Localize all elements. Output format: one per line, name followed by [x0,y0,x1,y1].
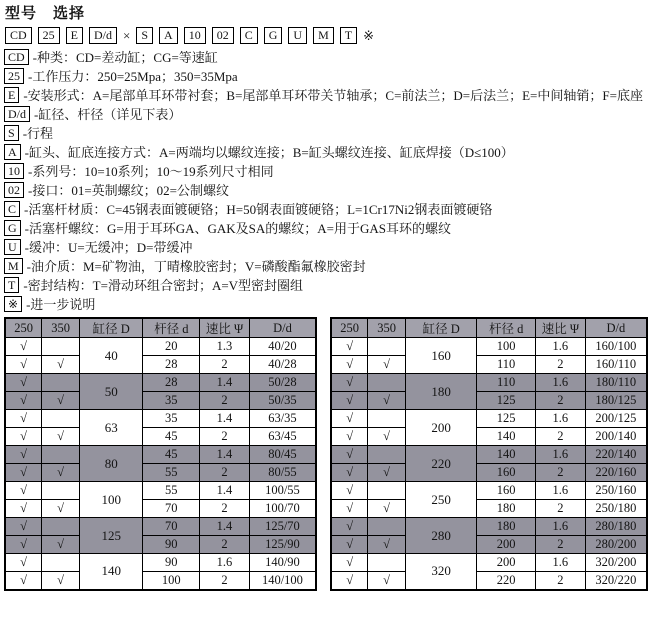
model-code-segment: G [264,27,283,44]
column-header: 杆径 d [143,318,200,338]
bore-cell: 40 [79,338,143,374]
table-row [331,356,647,374]
pressure-350-cell [368,374,406,392]
legend-description: -行程 [22,126,54,141]
bore-rod-cell: 220/140 [585,446,647,464]
legend-line [4,124,648,143]
bore-cell: 80 [79,446,143,482]
spec-table-right [330,317,648,591]
pressure-250-cell: √ [5,410,42,428]
pressure-250-cell: √ [5,536,42,554]
table-row [5,554,316,572]
pressure-250-cell: √ [5,356,42,374]
speed-ratio-cell: 2 [200,536,250,554]
pressure-350-cell [42,518,80,536]
model-code-segment: T [340,27,357,44]
pressure-250-cell: √ [331,392,368,410]
pressure-250-cell: √ [5,374,42,392]
speed-ratio-cell: 2 [535,500,585,518]
legend-code-box: U [4,239,21,255]
model-code-segment: U [288,27,307,44]
bore-rod-cell: 320/220 [585,572,647,590]
pressure-250-cell: √ [331,464,368,482]
speed-ratio-cell: 1.6 [535,554,585,572]
legend-line [4,105,648,124]
bore-rod-cell: 140/90 [249,554,316,572]
legend-line [4,162,648,181]
table-row [331,500,647,518]
rod-diameter-cell: 160 [477,464,536,482]
speed-ratio-cell: 2 [535,464,585,482]
pressure-350-cell [368,338,406,356]
bore-rod-cell: 63/45 [249,428,316,446]
table-row [331,464,647,482]
bore-cell: 63 [79,410,143,446]
speed-ratio-cell: 2 [200,356,250,374]
bore-rod-cell: 200/140 [585,428,647,446]
table-row [331,482,647,500]
pressure-350-cell [368,410,406,428]
rod-diameter-cell: 55 [143,482,200,500]
pressure-350-cell [42,554,80,572]
pressure-250-cell: √ [331,482,368,500]
bore-rod-cell: 80/55 [249,464,316,482]
table-row [5,374,316,392]
model-code-segment: E [66,27,83,44]
pressure-350-cell: √ [42,464,80,482]
speed-ratio-cell: 1.4 [200,518,250,536]
speed-ratio-cell: 2 [535,356,585,374]
legend-code-box: S [4,125,19,141]
bore-rod-cell: 80/45 [249,446,316,464]
table-row [331,338,647,356]
table-row [5,392,316,410]
pressure-350-cell [42,446,80,464]
table-row [331,518,647,536]
rod-diameter-cell: 200 [477,554,536,572]
bore-rod-cell: 200/125 [585,410,647,428]
rod-diameter-cell: 200 [477,536,536,554]
speed-ratio-cell: 2 [535,536,585,554]
legend-description: -缸径、杆径（详见下表） [34,107,182,122]
header-row [331,318,647,338]
column-header: 速比 Ψ [200,318,250,338]
bore-rod-cell: 320/200 [585,554,647,572]
pressure-250-cell: √ [331,572,368,590]
model-code-row [5,27,648,44]
bore-rod-cell: 125/70 [249,518,316,536]
speed-ratio-cell: 1.4 [200,410,250,428]
legend-code-box: 25 [4,68,24,84]
legend-description: -缓冲：U=无缓冲；D=带缓冲 [24,240,193,255]
legend-code-box: CD [4,49,29,65]
rod-diameter-cell: 70 [143,500,200,518]
bore-rod-cell: 160/100 [585,338,647,356]
table-row [5,500,316,518]
bore-rod-cell: 280/200 [585,536,647,554]
column-header: D/d [249,318,316,338]
model-code-segment: 10 [184,27,206,44]
pressure-350-cell: √ [368,392,406,410]
column-header: 缸径 D [79,318,143,338]
speed-ratio-cell: 1.6 [535,482,585,500]
pressure-250-cell: √ [5,464,42,482]
rod-diameter-cell: 180 [477,500,536,518]
legend-line [4,295,648,314]
model-code-segment: D/d [89,27,117,44]
legend-line [4,181,648,200]
table-row [331,572,647,590]
pressure-250-cell: √ [5,392,42,410]
rod-diameter-cell: 70 [143,518,200,536]
column-header: 350 [42,318,80,338]
bore-rod-cell: 250/160 [585,482,647,500]
legend-description: -进一步说明 [26,297,96,312]
model-code-segment: 25 [38,27,60,44]
pressure-350-cell: √ [368,500,406,518]
rod-diameter-cell: 35 [143,410,200,428]
pressure-250-cell: √ [5,554,42,572]
bore-cell: 140 [79,554,143,590]
rod-diameter-cell: 90 [143,554,200,572]
pressure-350-cell: √ [368,356,406,374]
column-header: 速比 Ψ [535,318,585,338]
legend-description: -安装形式：A=尾部单耳环带衬套；B=尾部单耳环带关节轴承；C=前法兰；D=后法兰；E=中间轴销；F=底座 [23,88,643,103]
speed-ratio-cell: 2 [535,392,585,410]
pressure-250-cell: √ [331,536,368,554]
bore-cell: 220 [405,446,476,482]
column-header: D/d [585,318,647,338]
legend-line [4,86,648,105]
pressure-350-cell [42,410,80,428]
legend-code-box: E [4,87,19,103]
pressure-350-cell: √ [42,428,80,446]
pressure-250-cell: √ [331,446,368,464]
speed-ratio-cell: 1.3 [200,338,250,356]
bore-cell: 180 [405,374,476,410]
pressure-350-cell [42,338,80,356]
table-row [331,446,647,464]
model-code-symbol: ※ [363,28,374,43]
bore-rod-cell: 180/110 [585,374,647,392]
table-row [331,374,647,392]
pressure-250-cell: √ [5,500,42,518]
legend-code-box: A [4,144,21,160]
pressure-350-cell: √ [42,572,80,590]
pressure-350-cell [368,482,406,500]
pressure-350-cell [368,554,406,572]
legend-description: -系列号：10=10系列；10～19系列尺寸相同 [28,164,274,179]
rod-diameter-cell: 55 [143,464,200,482]
pressure-250-cell: √ [331,554,368,572]
rod-diameter-cell: 140 [477,446,536,464]
table-row [331,554,647,572]
bore-rod-cell: 100/70 [249,500,316,518]
bore-rod-cell: 220/160 [585,464,647,482]
pressure-250-cell: √ [5,428,42,446]
speed-ratio-cell: 2 [200,428,250,446]
rod-diameter-cell: 180 [477,518,536,536]
rod-diameter-cell: 28 [143,356,200,374]
legend-description: -密封结构：T=滑动环组合密封；A=V型密封圈组 [23,278,304,293]
table-row [5,410,316,428]
table-row [331,410,647,428]
model-code-segment: S [136,27,153,44]
bore-cell: 160 [405,338,476,374]
pressure-350-cell: √ [368,428,406,446]
speed-ratio-cell: 1.4 [200,482,250,500]
rod-diameter-cell: 35 [143,392,200,410]
column-header: 250 [5,318,42,338]
legend-code-box: G [4,220,21,236]
bore-rod-cell: 100/55 [249,482,316,500]
rod-diameter-cell: 45 [143,446,200,464]
speed-ratio-cell: 1.6 [535,410,585,428]
speed-ratio-cell: 1.6 [535,518,585,536]
speed-ratio-cell: 2 [200,464,250,482]
pressure-350-cell [368,446,406,464]
table-row [5,356,316,374]
legend-line [4,238,648,257]
column-header: 缸径 D [405,318,476,338]
rod-diameter-cell: 100 [143,572,200,590]
legend-code-box: D/d [4,106,30,122]
column-header: 250 [331,318,368,338]
pressure-350-cell: √ [368,572,406,590]
table-row [5,572,316,590]
bore-rod-cell: 40/28 [249,356,316,374]
table-row [5,428,316,446]
pressure-250-cell: √ [331,374,368,392]
pressure-250-cell: √ [331,410,368,428]
legend-code-box: 02 [4,182,24,198]
legend-line [4,48,648,67]
table-row [5,446,316,464]
rod-diameter-cell: 160 [477,482,536,500]
model-code-segment: A [159,27,178,44]
bore-rod-cell: 125/90 [249,536,316,554]
table-row [5,482,316,500]
rod-diameter-cell: 45 [143,428,200,446]
table-row [5,464,316,482]
legend-line [4,257,648,276]
rod-diameter-cell: 140 [477,428,536,446]
bore-rod-cell: 50/28 [249,374,316,392]
pressure-350-cell: √ [368,536,406,554]
bore-cell: 280 [405,518,476,554]
bore-rod-cell: 280/180 [585,518,647,536]
speed-ratio-cell: 2 [535,428,585,446]
table-row [5,338,316,356]
rod-diameter-cell: 220 [477,572,536,590]
legend-line [4,276,648,295]
bore-cell: 320 [405,554,476,590]
rod-diameter-cell: 90 [143,536,200,554]
legend-code-box: T [4,277,19,293]
rod-diameter-cell: 110 [477,356,536,374]
table-row [331,536,647,554]
legend-code-box: 10 [4,163,24,179]
legend-description: -接口：01=英制螺纹；02=公制螺纹 [28,183,229,198]
model-code-segment: M [313,27,334,44]
speed-ratio-cell: 1.6 [535,446,585,464]
speed-ratio-cell: 1.4 [200,446,250,464]
pressure-250-cell: √ [5,572,42,590]
rod-diameter-cell: 125 [477,410,536,428]
rod-diameter-cell: 28 [143,374,200,392]
speed-ratio-cell: 1.6 [535,374,585,392]
legend-line [4,67,648,86]
spec-table-left [4,317,317,591]
pressure-250-cell: √ [5,518,42,536]
pressure-350-cell [368,518,406,536]
legend-line [4,219,648,238]
pressure-350-cell: √ [42,356,80,374]
legend-description: -种类：CD=差动缸；CG=等速缸 [32,50,218,65]
bore-rod-cell: 50/35 [249,392,316,410]
bore-rod-cell: 140/100 [249,572,316,590]
legend-line [4,200,648,219]
legend-description: -活塞杆螺纹：G=用于耳环GA、GAK及SA的螺纹；A=用于GAS耳环的螺纹 [24,221,452,236]
model-code-symbol: × [123,28,131,43]
legend-description: -活塞杆材质：C=45钢表面镀硬铬；H=50钢表面镀硬铬；L=1Cr17Ni2钢表面镀硬铬 [24,202,493,217]
bore-cell: 50 [79,374,143,410]
bore-rod-cell: 180/125 [585,392,647,410]
legend-code-box: M [4,258,23,274]
table-row [331,392,647,410]
table-row [331,428,647,446]
legend-description: -油介质：M=矿物油，丁晴橡胶密封；V=磷酸酯氟橡胶密封 [26,259,366,274]
speed-ratio-cell: 2 [200,572,250,590]
pressure-250-cell: √ [331,338,368,356]
column-header: 350 [368,318,406,338]
bore-rod-cell: 160/110 [585,356,647,374]
pressure-350-cell [42,482,80,500]
rod-diameter-cell: 20 [143,338,200,356]
model-code-segment: CD [5,27,32,44]
bore-rod-cell: 40/20 [249,338,316,356]
speed-ratio-cell: 2 [535,572,585,590]
pressure-250-cell: √ [5,338,42,356]
page-title: 型号 选择 [5,6,86,22]
bore-cell: 200 [405,410,476,446]
legend-list [4,48,648,314]
pressure-250-cell: √ [5,446,42,464]
pressure-250-cell: √ [331,428,368,446]
bore-rod-cell: 63/35 [249,410,316,428]
speed-ratio-cell: 1.4 [200,374,250,392]
header-row [5,318,316,338]
spec-tables [4,317,648,591]
legend-code-box: C [4,201,20,217]
legend-description: -缸头、缸底连接方式：A=两端均以螺纹连接；B=缸头螺纹连接、缸底焊接（D≤100） [24,145,514,160]
rod-diameter-cell: 125 [477,392,536,410]
legend-code-box: ※ [4,296,22,312]
pressure-250-cell: √ [331,518,368,536]
rod-diameter-cell: 110 [477,374,536,392]
pressure-350-cell [42,374,80,392]
table-row [5,536,316,554]
pressure-350-cell: √ [368,464,406,482]
table-row [5,518,316,536]
legend-description: -工作压力：250=25Mpa；350=35Mpa [28,69,238,84]
bore-cell: 250 [405,482,476,518]
speed-ratio-cell: 1.6 [200,554,250,572]
pressure-250-cell: √ [331,500,368,518]
pressure-350-cell: √ [42,392,80,410]
pressure-350-cell: √ [42,500,80,518]
bore-rod-cell: 250/180 [585,500,647,518]
speed-ratio-cell: 1.6 [535,338,585,356]
pressure-250-cell: √ [5,482,42,500]
bore-cell: 100 [79,482,143,518]
speed-ratio-cell: 2 [200,500,250,518]
model-code-segment: 02 [212,27,234,44]
model-code-segment: C [240,27,258,44]
pressure-350-cell: √ [42,536,80,554]
rod-diameter-cell: 100 [477,338,536,356]
column-header: 杆径 d [477,318,536,338]
bore-cell: 125 [79,518,143,554]
legend-line [4,143,648,162]
speed-ratio-cell: 2 [200,392,250,410]
pressure-250-cell: √ [331,356,368,374]
